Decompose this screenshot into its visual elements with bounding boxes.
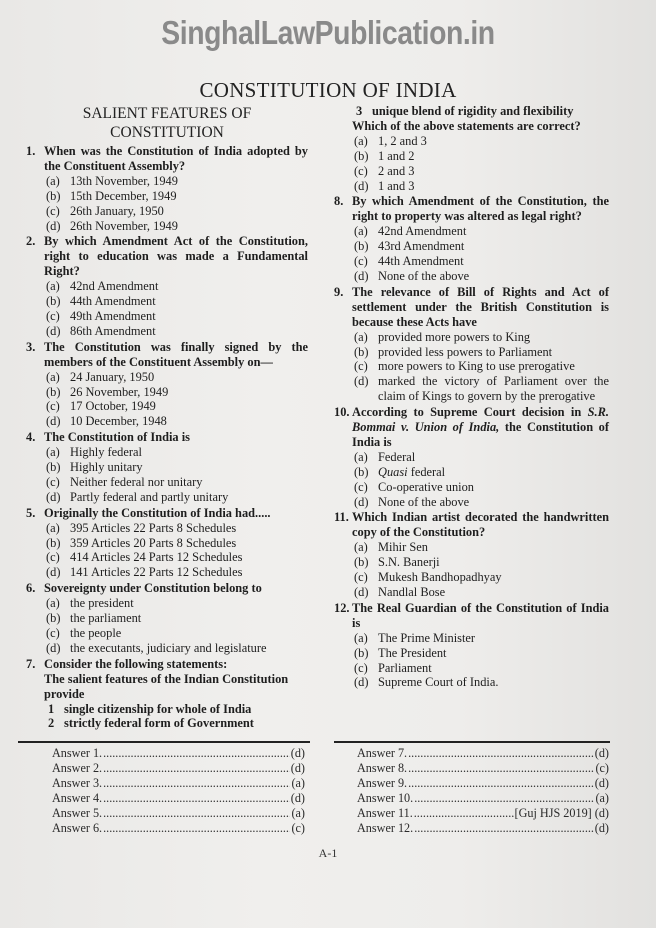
question-number: 7. (26, 656, 36, 671)
answer-label: Answer 9. (357, 775, 408, 790)
option-key: (d) (46, 414, 61, 429)
left-column (26, 104, 308, 732)
question-number: 4. (26, 430, 36, 445)
option-key: (b) (46, 188, 61, 203)
option-text: Mukesh Bandhopadhyay (378, 570, 502, 585)
option (334, 540, 609, 555)
page-number: A-1 (318, 846, 338, 860)
option (334, 164, 609, 179)
option-text: Partly federal and partly unitary (70, 489, 229, 504)
option-text: 49th Amendment (70, 308, 156, 323)
option (334, 661, 609, 676)
option-text: marked the victory of Parliament over the claim of Kings to govern by the prerogative (378, 374, 609, 404)
option-key: (b) (354, 555, 369, 570)
answer-label: Answer 3. (52, 775, 103, 790)
section-title-line1: SALIENT FEATURES OF (82, 105, 252, 122)
option-text: 26th January, 1950 (70, 203, 164, 218)
answer-value: (d) (290, 790, 305, 805)
option-text: the president (70, 596, 134, 611)
question-10 (334, 405, 609, 509)
option (26, 596, 308, 611)
option (26, 550, 308, 565)
answer-value: (c) (595, 760, 609, 775)
option-text: 43rd Amendment (378, 239, 465, 254)
right-column (334, 104, 609, 691)
option-text: 86th Amendment (70, 323, 156, 338)
option-text: Supreme Court of India. (378, 675, 499, 690)
option-text: 414 Articles 24 Parts 12 Schedules (70, 550, 243, 565)
option-text: Mihir Sen (378, 540, 428, 555)
option-key: (c) (354, 479, 368, 494)
option-key: (d) (46, 640, 61, 655)
option-key: (c) (354, 163, 368, 178)
statement (26, 716, 308, 731)
option-key: (c) (46, 399, 60, 414)
option-key: (c) (354, 660, 368, 675)
option-text: S.N. Banerji (378, 555, 440, 570)
option-text: 26th November, 1949 (70, 218, 178, 233)
chapter-title: CONSTITUTION OF INDIA (199, 78, 457, 102)
option (26, 641, 308, 656)
answer-label: Answer 11. (357, 805, 413, 820)
question-number: 9. (334, 284, 344, 299)
option-text: 15th December, 1949 (70, 188, 177, 203)
answer-row (52, 806, 305, 821)
option-key: (c) (354, 570, 368, 585)
statement-text: unique blend of rigidity and flexibility (372, 104, 574, 118)
option-key: (a) (354, 630, 368, 645)
option-text (378, 465, 609, 480)
option-key: (a) (46, 520, 60, 535)
leader-dots (414, 821, 594, 836)
option-key: (d) (354, 178, 369, 193)
question-1 (26, 144, 308, 233)
question-2 (26, 234, 308, 338)
question-stem: The relevance of Bill of Rights and Act of settlement under the British Constitution is because these Acts have (352, 284, 609, 329)
option-text: provided less powers to Parliament (378, 344, 553, 359)
italic-term: Quasi (378, 464, 408, 479)
option-text: 17 October, 1949 (70, 399, 156, 414)
answer-key-left (52, 746, 305, 835)
option-key: (a) (354, 449, 368, 464)
stem-text: According to Supreme Court decision in (352, 405, 588, 420)
answer-label: Answer 6. (52, 820, 103, 835)
option-key: (c) (46, 308, 60, 323)
option (26, 611, 308, 626)
option-key: (b) (354, 464, 369, 479)
answer-row (357, 821, 609, 836)
option (26, 626, 308, 641)
question-3 (26, 340, 308, 429)
question-number: 3. (26, 339, 36, 354)
question-number: 5. (26, 505, 36, 520)
option-key: (a) (46, 596, 60, 611)
option (334, 555, 609, 570)
option-key: (b) (46, 384, 61, 399)
question-stem: Originally the Constitution of India had..... (44, 505, 271, 520)
answer-value: (a) (291, 775, 305, 790)
option (334, 149, 609, 164)
option (26, 309, 308, 324)
option (334, 359, 609, 374)
option-text: Federal (378, 449, 416, 464)
option (26, 385, 308, 400)
question-number: 11. (334, 510, 349, 525)
answer-value: [Guj HJS 2019] (d) (514, 805, 609, 820)
question-9 (334, 285, 609, 404)
option-text: the parliament (70, 611, 142, 626)
statement-number: 2 (48, 716, 55, 731)
option-key: (c) (354, 254, 368, 269)
option-key: (b) (46, 611, 61, 626)
question-stem: The Constitution was finally signed by the members of the Constituent Assembly on— (44, 339, 308, 369)
option-text: 26 November, 1949 (70, 384, 169, 399)
option-text: 10 December, 1948 (70, 414, 167, 429)
option-text: Nandlal Bose (378, 585, 446, 599)
section-title (26, 104, 308, 142)
statement (26, 702, 308, 717)
option (334, 675, 609, 690)
option (26, 565, 308, 580)
question-stem: When was the Constitution of India adopted by the Constituent Assembly? (44, 144, 308, 173)
question-stem: Sovereignty under Constitution belong to (44, 581, 262, 596)
question-stem: Which Indian artist decorated the handwritten copy of the Constitution? (352, 510, 609, 540)
option (26, 174, 308, 189)
leader-dots (103, 806, 290, 821)
question-6 (26, 581, 308, 656)
answer-row (357, 746, 609, 761)
option (26, 414, 308, 429)
option-text: more powers to King to use prerogative (378, 359, 575, 374)
statement-text: strictly federal form of Government (64, 716, 254, 731)
option (26, 294, 308, 309)
option-key: (a) (354, 224, 368, 239)
question-7 (26, 657, 308, 732)
option (26, 475, 308, 490)
option (334, 450, 609, 465)
option (334, 465, 609, 480)
option (26, 399, 308, 414)
option (334, 254, 609, 269)
statement-number: 3 (356, 104, 363, 118)
question-followup: Which of the above statements are correct? (352, 118, 581, 133)
option (334, 631, 609, 646)
option-key: (d) (354, 374, 369, 389)
leader-dots (408, 776, 594, 791)
option-text: provided more powers to King (378, 329, 531, 344)
option (26, 204, 308, 219)
answer-label: Answer 1. (52, 746, 103, 760)
question-7-continued (334, 104, 609, 193)
divider-left (18, 741, 310, 743)
question-number: 10. (334, 405, 350, 420)
answer-value: (d) (594, 746, 609, 760)
option-key: (d) (46, 323, 61, 338)
option-key: (b) (46, 294, 61, 309)
option (334, 585, 609, 600)
answer-value: (c) (291, 820, 305, 835)
option-text: The Prime Minister (378, 630, 476, 645)
option-text: 359 Articles 20 Parts 8 Schedules (70, 535, 237, 550)
question-8 (334, 194, 609, 283)
option-key: (d) (354, 268, 369, 283)
answer-row (52, 761, 305, 776)
statement-text: single citizenship for whole of India (64, 701, 252, 716)
question-number: 6. (26, 581, 36, 596)
option-key: (b) (46, 460, 61, 475)
answer-value: (d) (290, 760, 305, 775)
answer-value: (d) (594, 775, 609, 790)
leader-dots (103, 746, 290, 761)
answer-label: Answer 10. (357, 790, 414, 805)
case-name: S.R. Bommai v. Union of India, (352, 405, 609, 435)
option-text: 24 January, 1950 (70, 369, 155, 384)
option-key: (b) (354, 645, 369, 660)
option (334, 345, 609, 360)
watermark: SinghalLawPublication.in (161, 14, 495, 51)
option-text: 1 and 3 (378, 178, 415, 193)
answer-row (52, 776, 305, 791)
answer-row (357, 761, 609, 776)
option-key: (a) (46, 445, 60, 460)
option-key: (b) (46, 535, 61, 550)
option (334, 269, 609, 284)
option-key: (a) (354, 133, 368, 148)
option-text: Parliament (378, 660, 432, 675)
leader-dots (414, 791, 594, 806)
option (26, 445, 308, 460)
answer-row (357, 776, 609, 791)
option-key: (c) (354, 359, 368, 374)
option (26, 279, 308, 294)
answer-label: Answer 7. (357, 746, 408, 760)
option-text: 395 Articles 22 Parts 8 Schedules (70, 520, 237, 535)
leader-dots (103, 791, 290, 806)
option (334, 179, 609, 194)
question-4 (26, 430, 308, 505)
question-number: 1. (26, 144, 36, 158)
option-key: (c) (46, 203, 60, 218)
option (334, 224, 609, 239)
option-key: (d) (46, 218, 61, 233)
option (334, 646, 609, 661)
answer-value: (a) (291, 805, 305, 820)
option-text: 42nd Amendment (70, 279, 159, 294)
option (26, 324, 308, 339)
answer-label: Answer 4. (52, 790, 103, 805)
answer-label: Answer 2. (52, 760, 103, 775)
question-stem: The Constitution of India is (44, 430, 190, 445)
option-text: the executants, judiciary and legislature (70, 640, 267, 655)
option-text: 44th Amendment (70, 294, 156, 309)
question-stem (352, 405, 609, 450)
option (334, 134, 609, 149)
option-key: (b) (354, 344, 369, 359)
answer-label: Answer 8. (357, 760, 408, 775)
question-number: 12. (334, 600, 350, 615)
option-text: Co-operative union (378, 479, 475, 494)
option-text: None of the above (378, 494, 470, 509)
leader-dots (103, 761, 290, 776)
option-text: None of the above (378, 268, 470, 283)
option (26, 460, 308, 475)
option (26, 490, 308, 505)
option-key: (d) (354, 675, 369, 690)
option-key: (a) (354, 540, 368, 555)
option-text: 42nd Amendment (378, 224, 467, 239)
option-text: 1, 2 and 3 (378, 133, 427, 148)
option-key: (a) (46, 369, 60, 384)
option-text: 1 and 2 (378, 148, 415, 163)
question-stem: By which Amendment Act of the Constitution, right to education was made a Fundamental Right? (44, 234, 308, 279)
option-key: (d) (46, 489, 61, 504)
question-12 (334, 601, 609, 690)
option-text-rest: federal (407, 464, 446, 479)
question-context: The salient features of the Indian Constitution provide (44, 671, 289, 701)
leader-dots (103, 776, 290, 791)
option-key: (d) (354, 585, 369, 599)
option-text: 13th November, 1949 (70, 173, 178, 188)
option-key: (b) (354, 148, 369, 163)
answer-row (357, 791, 609, 806)
option-text: the people (70, 626, 122, 640)
divider-right (334, 741, 610, 743)
option-key: (d) (46, 565, 61, 580)
answer-row (52, 821, 305, 836)
option (26, 370, 308, 385)
statement (334, 104, 609, 119)
leader-dots (408, 761, 594, 776)
option-key: (d) (354, 494, 369, 509)
option-key: (c) (46, 550, 60, 565)
option-text: Highly unitary (70, 460, 143, 475)
answer-label: Answer 5. (52, 805, 103, 820)
option-text: Neither federal nor unitary (70, 474, 203, 489)
option (26, 189, 308, 204)
option-key: (a) (354, 329, 368, 344)
answer-value: (d) (290, 746, 305, 760)
answer-value: (a) (595, 790, 609, 805)
question-stem: Consider the following statements: (44, 656, 228, 671)
option-key: (a) (46, 279, 60, 294)
option-key: (b) (354, 239, 369, 254)
answer-row (357, 806, 609, 821)
section-title-line2: CONSTITUTION (110, 124, 224, 141)
option-text: 2 and 3 (378, 163, 415, 178)
option (334, 570, 609, 585)
question-5 (26, 506, 308, 581)
option-key: (c) (46, 626, 60, 640)
question-11 (334, 510, 609, 599)
answer-label: Answer 12. (357, 820, 414, 835)
option (334, 374, 609, 404)
option (26, 521, 308, 536)
stem-text: the Constitution of India is (352, 420, 610, 449)
leader-dots (408, 746, 594, 761)
option-text: Highly federal (70, 445, 142, 460)
option (334, 239, 609, 254)
option-text: 141 Articles 22 Parts 12 Schedules (70, 565, 243, 580)
question-stem: By which Amendment of the Constitution, the right to property was altered as legal right? (352, 194, 609, 224)
statement-number: 1 (48, 701, 55, 716)
answer-row (52, 746, 305, 761)
answer-key-right (357, 746, 609, 835)
leader-dots (103, 821, 290, 836)
question-stem: The Real Guardian of the Constitution of India is (352, 600, 609, 630)
option-text: 44th Amendment (378, 254, 464, 269)
leader-dots (414, 806, 514, 821)
option (26, 219, 308, 234)
option-text: The President (378, 645, 447, 660)
option (334, 480, 609, 495)
option (26, 536, 308, 551)
option-key: (c) (46, 474, 60, 489)
option (334, 330, 609, 345)
answer-row (52, 791, 305, 806)
question-number: 8. (334, 194, 344, 209)
question-number: 2. (26, 234, 36, 249)
option-key: (a) (46, 173, 60, 188)
answer-value: (d) (594, 820, 609, 835)
option (334, 495, 609, 510)
